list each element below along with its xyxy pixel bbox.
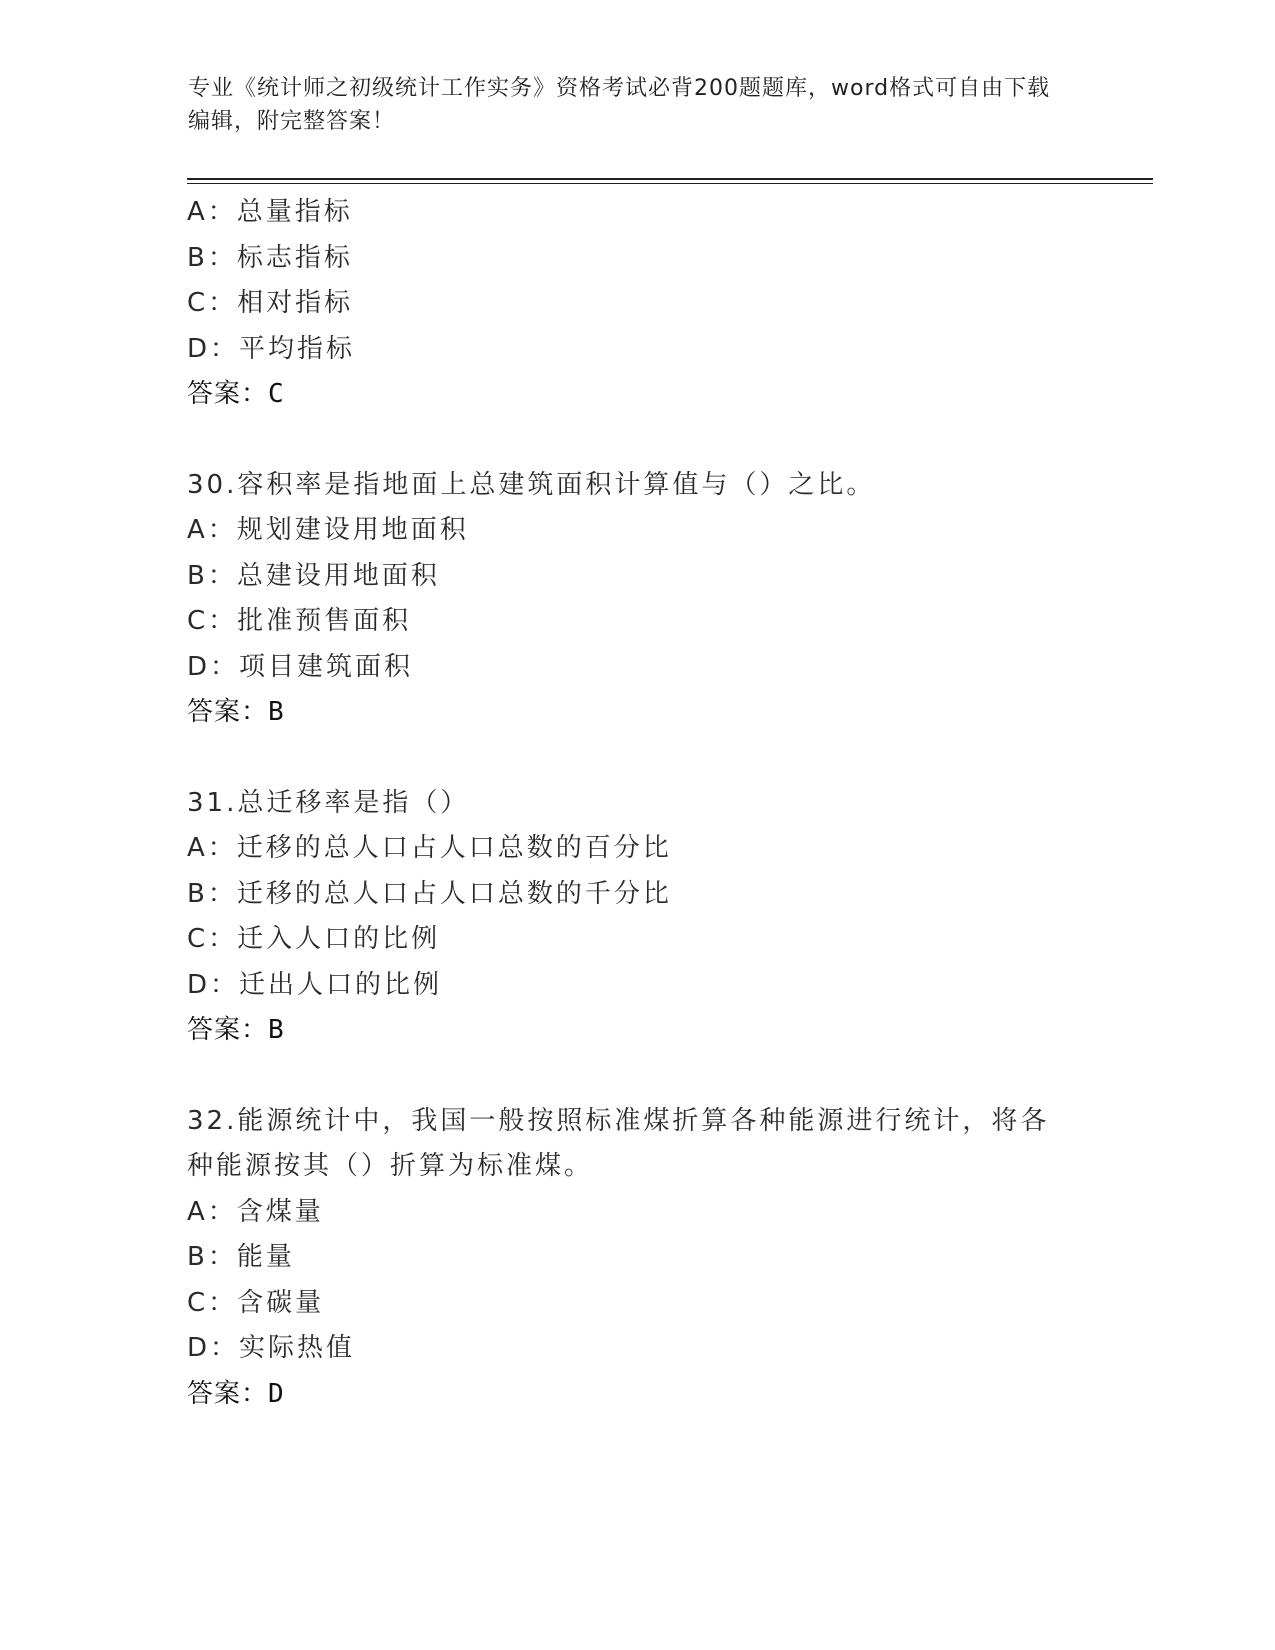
document-header: 专业《统计师之初级统计工作实务》资格考试必背200题题库，word格式可自由下载编辑，附完整答案！ [188,76,1051,134]
question-stem: 30.容积率是指地面上总建筑面积计算值与（）之比。 [187,469,876,500]
option-c: C：批准预售面积 [187,606,412,636]
answer-label: 答案： [187,1015,269,1045]
option-a: A：迁移的总人口占人口总数的百分比 [187,833,672,863]
option-d: D：项目建筑面积 [187,651,414,682]
answer-line [187,1372,1087,1418]
option-c: C：含碳量 [187,1287,325,1318]
question-31 [187,781,1087,1054]
answer-label: 答案： [187,379,269,409]
question-29 [187,190,1087,418]
header-divider-thick [187,178,1153,180]
option-b: B：迁移的总人口占人口总数的千分比 [187,878,672,909]
option-d: D：平均指标 [187,333,356,364]
answer-label: 答案： [187,697,269,727]
option-b: B：标志指标 [187,242,353,273]
question-32 [187,1099,1087,1418]
answer-line [187,1008,1087,1054]
option-a: A：规划建设用地面积 [187,515,469,545]
option-c: C：迁入人口的比例 [187,924,441,954]
option-a: A：总量指标 [187,197,353,227]
option-d: D：实际热值 [187,1333,356,1363]
question-30 [187,463,1087,736]
question-list [187,190,1087,1462]
option-c: C：相对指标 [187,288,354,318]
answer-value: D [268,1378,285,1409]
answer-value: B [268,1015,285,1045]
option-b: B：能量 [187,1242,295,1272]
answer-value: B [268,697,285,727]
option-b: B：总建设用地面积 [187,560,440,591]
answer-label: 答案： [187,1378,269,1409]
answer-line [187,372,1087,418]
question-stem: 32.能源统计中，我国一般按照标准煤折算各种能源进行统计，将各种能源按其（）折算为标准煤。 [187,1105,1050,1181]
option-d: D：迁出人口的比例 [187,969,443,1000]
option-a: A：含煤量 [187,1196,324,1227]
question-stem: 31.总迁移率是指（） [187,787,470,818]
answer-line [187,690,1087,736]
header-divider-thin [187,183,1153,184]
answer-value: C [268,379,285,409]
